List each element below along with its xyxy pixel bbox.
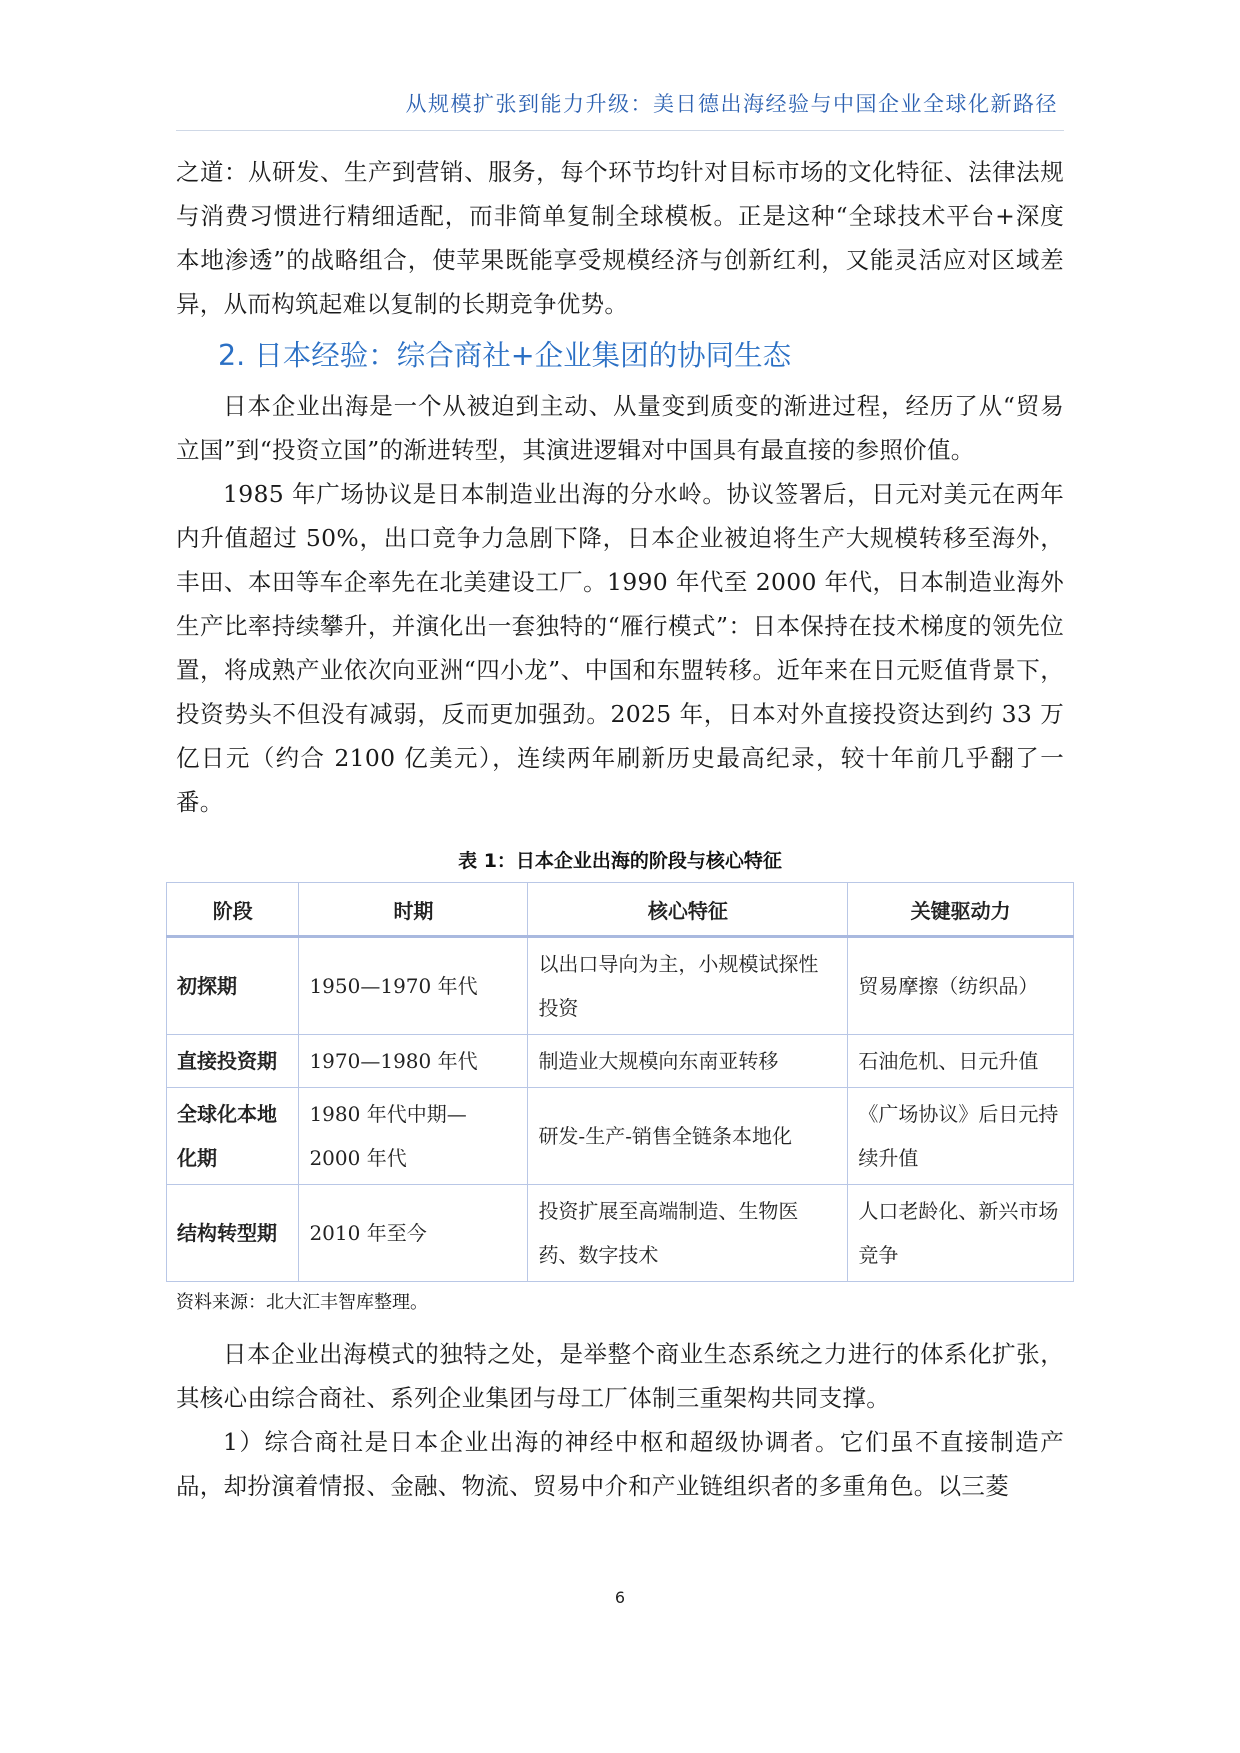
period-cell: 1950—1970 年代 xyxy=(299,937,528,1035)
period-cell: 1980 年代中期—2000 年代 xyxy=(299,1088,528,1185)
body-paragraph: 日本企业出海是一个从被迫到主动、从量变到质变的渐进过程，经历了从“贸易立国”到“投资立国”的渐进转型，其演进逻辑对中国具有最直接的参照价值。 xyxy=(176,392,1064,464)
table-header-row xyxy=(167,883,1074,937)
table-row xyxy=(167,937,1074,1035)
stage-cell: 结构转型期 xyxy=(167,1185,299,1282)
stage-cell: 初探期 xyxy=(167,937,299,1035)
feature-cell: 投资扩展至高端制造、生物医药、数字技术 xyxy=(528,1185,848,1282)
driver-cell: 石油危机、日元升值 xyxy=(848,1035,1074,1088)
stage-cell: 直接投资期 xyxy=(167,1035,299,1088)
body-paragraph: 日本企业出海模式的独特之处，是举整个商业生态系统之力进行的体系化扩张，其核心由综合商社、系列企业集团与母工厂体制三重架构共同支撑。 xyxy=(176,1340,1064,1412)
stages-table xyxy=(166,882,1074,1282)
table-header-cell: 阶段 xyxy=(167,883,299,937)
stage-cell: 全球化本地化期 xyxy=(167,1088,299,1185)
driver-cell: 贸易摩擦（纺织品） xyxy=(848,937,1074,1035)
period-cell: 1970—1980 年代 xyxy=(299,1035,528,1088)
feature-cell: 以出口导向为主，小规模试探性投资 xyxy=(528,937,848,1035)
table-caption: 表 1：日本企业出海的阶段与核心特征 xyxy=(458,850,782,872)
driver-cell: 人口老龄化、新兴市场竞争 xyxy=(848,1185,1074,1282)
section-heading: 2. 日本经验：综合商社+企业集团的协同生态 xyxy=(218,339,792,372)
body-paragraph: 1985 年广场协议是日本制造业出海的分水岭。协议签署后，日元对美元在两年内升值超过 50%，出口竞争力急剧下降，日本企业被迫将生产大规模转移至海外，丰田、本田等车企率先在北美建设工厂。1990 年代至 2000 年代，日本制造业海外生产比率持续攀升，并演化出一套独特的“雁行模式”：日本保持在技术梯度的领先位置，将成熟产业依次向亚洲“四小龙”、中国和东盟转移。近年来在日元贬值背景下，投资势头不但没有减弱，反而更加强劲。2025 年，日本对外直接投资达到约 33 万亿日元（约合 2100 亿美元），连续两年刷新历史最高纪录，较十年前几乎翻了一番。 xyxy=(176,480,1064,816)
table-row xyxy=(167,1185,1074,1282)
period-cell: 2010 年至今 xyxy=(299,1185,528,1282)
running-header: 从规模扩张到能力升级：美日德出海经验与中国企业全球化新路径 xyxy=(405,92,1058,116)
body-paragraph: 1）综合商社是日本企业出海的神经中枢和超级协调者。它们虽不直接制造产品，却扮演着情报、金融、物流、贸易中介和产业链组织者的多重角色。以三菱 xyxy=(176,1428,1064,1500)
table-header-cell: 核心特征 xyxy=(528,883,848,937)
driver-cell: 《广场协议》后日元持续升值 xyxy=(848,1088,1074,1185)
page-body xyxy=(176,150,1064,1508)
table-source-note: 资料来源：北大汇丰智库整理。 xyxy=(176,1292,428,1313)
feature-cell: 制造业大规模向东南亚转移 xyxy=(528,1035,848,1088)
table-header-cell: 时期 xyxy=(299,883,528,937)
table-row xyxy=(167,1035,1074,1088)
header-divider xyxy=(176,130,1064,131)
body-paragraph: 之道：从研发、生产到营销、服务，每个环节均针对目标市场的文化特征、法律法规与消费习惯进行精细适配，而非简单复制全球模板。正是这种“全球技术平台+深度本地渗透”的战略组合，使苹果既能享受规模经济与创新红利，又能灵活应对区域差异，从而构筑起难以复制的长期竞争优势。 xyxy=(176,158,1064,318)
feature-cell: 研发-生产-销售全链条本地化 xyxy=(528,1088,848,1185)
table-header-cell: 关键驱动力 xyxy=(848,883,1074,937)
page-number: 6 xyxy=(614,1588,626,1607)
table-row xyxy=(167,1088,1074,1185)
